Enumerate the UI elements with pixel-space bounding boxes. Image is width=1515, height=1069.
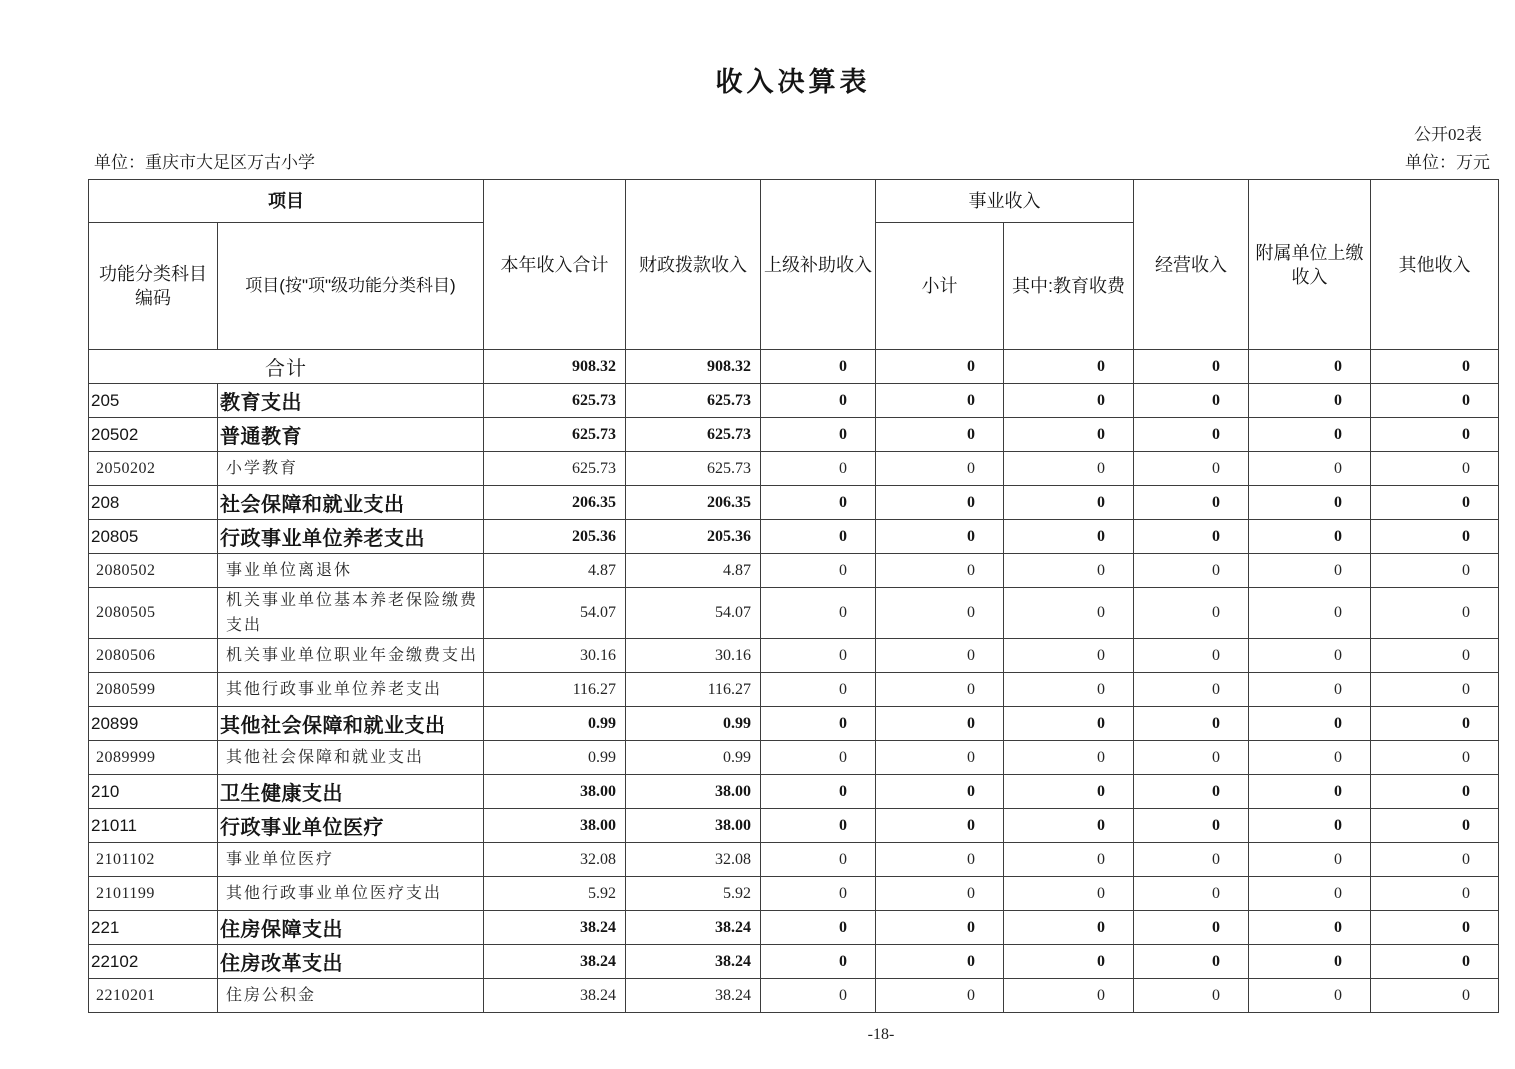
row-value: 0 <box>1004 588 1134 639</box>
row-value: 0.99 <box>484 707 626 741</box>
row-value: 0 <box>1134 775 1249 809</box>
row-value: 0 <box>876 843 1004 877</box>
row-value: 205.36 <box>626 520 761 554</box>
row-value: 0 <box>876 418 1004 452</box>
table-row <box>89 554 1499 588</box>
row-value: 0 <box>1004 520 1134 554</box>
row-value: 0 <box>1371 350 1499 384</box>
row-name: 小学教育 <box>218 452 484 486</box>
row-value: 908.32 <box>484 350 626 384</box>
row-value: 0 <box>1134 673 1249 707</box>
row-value: 0 <box>1134 588 1249 639</box>
row-value: 0 <box>1134 843 1249 877</box>
row-name: 住房改革支出 <box>218 945 484 979</box>
table-code-label: 公开02表 <box>1414 125 1482 144</box>
row-value: 0 <box>1249 486 1371 520</box>
row-code: 2089999 <box>89 741 218 775</box>
table-row <box>89 673 1499 707</box>
row-name: 其他社会保障和就业支出 <box>218 741 484 775</box>
row-name: 其他行政事业单位养老支出 <box>218 673 484 707</box>
row-value: 0 <box>876 554 1004 588</box>
row-name: 行政事业单位养老支出 <box>218 520 484 554</box>
row-value: 0 <box>761 877 876 911</box>
table-row <box>89 452 1499 486</box>
row-name: 行政事业单位医疗 <box>218 809 484 843</box>
row-value: 0 <box>1004 350 1134 384</box>
row-value: 0 <box>1249 809 1371 843</box>
row-name: 其他行政事业单位医疗支出 <box>218 877 484 911</box>
row-name: 事业单位医疗 <box>218 843 484 877</box>
row-name: 事业单位离退休 <box>218 554 484 588</box>
row-name: 普通教育 <box>218 418 484 452</box>
row-code: 2101199 <box>89 877 218 911</box>
row-value: 116.27 <box>626 673 761 707</box>
row-code: 2050202 <box>89 452 218 486</box>
table-body <box>89 350 1499 1013</box>
row-value: 0 <box>1004 979 1134 1013</box>
row-value: 38.00 <box>484 775 626 809</box>
unit-name-label: 单位：重庆市大足区万古小学 <box>94 153 315 172</box>
row-value: 0 <box>1134 418 1249 452</box>
row-value: 0 <box>1371 877 1499 911</box>
row-value: 625.73 <box>484 418 626 452</box>
header-item-name: 项目(按"项"级功能分类科目) <box>218 223 484 350</box>
row-value: 0 <box>761 707 876 741</box>
table-row <box>89 843 1499 877</box>
row-value: 38.24 <box>626 911 761 945</box>
row-value: 38.00 <box>484 809 626 843</box>
row-value: 0 <box>1371 911 1499 945</box>
row-value: 0 <box>761 554 876 588</box>
row-value: 0 <box>876 945 1004 979</box>
row-name: 住房保障支出 <box>218 911 484 945</box>
row-value: 0 <box>1134 877 1249 911</box>
row-value: 30.16 <box>484 639 626 673</box>
table-row <box>89 418 1499 452</box>
row-value: 0 <box>1134 741 1249 775</box>
row-value: 54.07 <box>626 588 761 639</box>
row-value: 0 <box>1004 418 1134 452</box>
row-value: 0 <box>1134 486 1249 520</box>
row-value: 0 <box>1134 452 1249 486</box>
row-value: 0 <box>1249 673 1371 707</box>
row-name: 社会保障和就业支出 <box>218 486 484 520</box>
row-value: 0 <box>761 673 876 707</box>
row-value: 0 <box>1134 350 1249 384</box>
row-value: 625.73 <box>626 384 761 418</box>
row-value: 0 <box>1249 588 1371 639</box>
row-value: 0 <box>1134 554 1249 588</box>
row-value: 908.32 <box>626 350 761 384</box>
row-code: 21011 <box>89 809 218 843</box>
row-value: 0 <box>1134 707 1249 741</box>
row-value: 0 <box>876 775 1004 809</box>
row-value: 4.87 <box>484 554 626 588</box>
row-value: 0 <box>761 350 876 384</box>
table-row <box>89 809 1499 843</box>
table-row <box>89 639 1499 673</box>
row-value: 206.35 <box>626 486 761 520</box>
row-value: 5.92 <box>484 877 626 911</box>
row-value: 30.16 <box>626 639 761 673</box>
row-value: 0.99 <box>626 741 761 775</box>
row-value: 0 <box>1004 673 1134 707</box>
page-number: -18- <box>867 1026 895 1043</box>
row-name: 卫生健康支出 <box>218 775 484 809</box>
row-code: 20502 <box>89 418 218 452</box>
row-value: 0 <box>761 945 876 979</box>
table-row <box>89 911 1499 945</box>
row-value: 0 <box>1371 452 1499 486</box>
row-value: 32.08 <box>626 843 761 877</box>
row-value: 116.27 <box>484 673 626 707</box>
row-name: 教育支出 <box>218 384 484 418</box>
row-value: 0 <box>1371 979 1499 1013</box>
row-code: 22102 <box>89 945 218 979</box>
row-value: 0 <box>1371 775 1499 809</box>
row-value: 0 <box>1134 639 1249 673</box>
row-value: 0 <box>1004 945 1134 979</box>
row-value: 0 <box>1371 741 1499 775</box>
row-value: 0 <box>761 809 876 843</box>
unit-line <box>88 148 1498 173</box>
row-value: 0 <box>1134 809 1249 843</box>
row-code: 2101102 <box>89 843 218 877</box>
header-affiliated-income: 附属单位上缴收入 <box>1249 180 1371 350</box>
header-subtotal: 小计 <box>876 223 1004 350</box>
row-value: 0 <box>876 486 1004 520</box>
row-value: 0.99 <box>484 741 626 775</box>
row-value: 205.36 <box>484 520 626 554</box>
income-table <box>88 179 1499 1013</box>
table-row <box>89 945 1499 979</box>
header-operating-income: 经营收入 <box>1134 180 1249 350</box>
row-value: 0 <box>876 520 1004 554</box>
row-value: 0 <box>1249 418 1371 452</box>
row-value: 0 <box>1004 384 1134 418</box>
table-row <box>89 775 1499 809</box>
header-superior-subsidy: 上级补助收入 <box>761 180 876 350</box>
row-value: 0 <box>1249 911 1371 945</box>
table-row <box>89 486 1499 520</box>
row-code: 2080506 <box>89 639 218 673</box>
page-content <box>88 0 1498 1043</box>
row-value: 0 <box>876 911 1004 945</box>
row-value: 625.73 <box>626 452 761 486</box>
row-value: 0 <box>876 588 1004 639</box>
row-value: 38.00 <box>626 775 761 809</box>
row-value: 0 <box>761 979 876 1013</box>
row-value: 38.24 <box>626 979 761 1013</box>
row-value: 625.73 <box>484 452 626 486</box>
row-name: 其他社会保障和就业支出 <box>218 707 484 741</box>
row-value: 0 <box>1371 384 1499 418</box>
row-value: 0 <box>876 741 1004 775</box>
row-value: 0 <box>1134 945 1249 979</box>
row-value: 38.24 <box>484 979 626 1013</box>
row-code: 221 <box>89 911 218 945</box>
row-value: 0 <box>1004 707 1134 741</box>
table-row <box>89 384 1499 418</box>
row-value: 38.24 <box>484 911 626 945</box>
header-total-income: 本年收入合计 <box>484 180 626 350</box>
row-value: 0 <box>1004 877 1134 911</box>
row-value: 0 <box>876 979 1004 1013</box>
row-value: 0 <box>876 809 1004 843</box>
row-value: 0 <box>1249 979 1371 1013</box>
header-project-group: 项目 <box>89 180 484 223</box>
row-value: 38.24 <box>626 945 761 979</box>
row-value: 32.08 <box>484 843 626 877</box>
table-header <box>89 180 1499 350</box>
row-value: 0 <box>1371 588 1499 639</box>
row-value: 5.92 <box>626 877 761 911</box>
row-value: 206.35 <box>484 486 626 520</box>
row-value: 54.07 <box>484 588 626 639</box>
header-business-income-group: 事业收入 <box>876 180 1134 223</box>
row-value: 0 <box>1004 486 1134 520</box>
row-value: 4.87 <box>626 554 761 588</box>
row-value: 0 <box>876 384 1004 418</box>
row-value: 0 <box>1371 486 1499 520</box>
row-value: 0 <box>1371 843 1499 877</box>
row-value: 0 <box>761 384 876 418</box>
row-code: 2080599 <box>89 673 218 707</box>
row-value: 0 <box>761 452 876 486</box>
row-name: 机关事业单位基本养老保险缴费支出 <box>218 588 484 639</box>
row-value: 0 <box>1004 911 1134 945</box>
header-function-code: 功能分类科目编码 <box>89 223 218 350</box>
row-value: 0 <box>1371 673 1499 707</box>
row-value: 0 <box>1371 418 1499 452</box>
table-row <box>89 350 1499 384</box>
row-value: 0 <box>1249 945 1371 979</box>
row-total-label: 合计 <box>89 350 484 384</box>
row-value: 0 <box>1249 452 1371 486</box>
row-value: 0 <box>761 418 876 452</box>
row-name: 机关事业单位职业年金缴费支出 <box>218 639 484 673</box>
row-value: 0 <box>1371 945 1499 979</box>
row-value: 0 <box>1249 639 1371 673</box>
header-education-fee: 其中:教育收费 <box>1004 223 1134 350</box>
row-code: 2080502 <box>89 554 218 588</box>
row-value: 0 <box>876 452 1004 486</box>
row-value: 0 <box>1134 384 1249 418</box>
row-value: 0 <box>1134 979 1249 1013</box>
row-value: 0 <box>1249 520 1371 554</box>
row-value: 0 <box>1004 452 1134 486</box>
header-fiscal-appropriation: 财政拨款收入 <box>626 180 761 350</box>
row-name: 住房公积金 <box>218 979 484 1013</box>
row-value: 0 <box>761 520 876 554</box>
row-value: 0 <box>1004 554 1134 588</box>
row-value: 38.00 <box>626 809 761 843</box>
row-code: 20899 <box>89 707 218 741</box>
row-value: 0 <box>876 707 1004 741</box>
table-row <box>89 877 1499 911</box>
row-value: 0.99 <box>626 707 761 741</box>
row-value: 625.73 <box>484 384 626 418</box>
table-row <box>89 707 1499 741</box>
row-code: 20805 <box>89 520 218 554</box>
row-value: 0 <box>1004 843 1134 877</box>
row-value: 0 <box>876 639 1004 673</box>
header-other-income: 其他收入 <box>1371 180 1499 350</box>
row-value: 0 <box>1004 639 1134 673</box>
row-value: 0 <box>1371 520 1499 554</box>
row-value: 0 <box>1004 809 1134 843</box>
row-value: 0 <box>761 911 876 945</box>
row-value: 0 <box>1249 877 1371 911</box>
row-value: 625.73 <box>626 418 761 452</box>
table-row <box>89 979 1499 1013</box>
row-code: 210 <box>89 775 218 809</box>
row-code: 208 <box>89 486 218 520</box>
row-value: 0 <box>1134 520 1249 554</box>
row-value: 0 <box>1134 911 1249 945</box>
table-row <box>89 520 1499 554</box>
row-value: 0 <box>1249 741 1371 775</box>
currency-unit-label: 单位：万元 <box>1405 153 1490 172</box>
row-value: 0 <box>1004 775 1134 809</box>
row-value: 0 <box>1249 707 1371 741</box>
row-value: 0 <box>761 486 876 520</box>
row-value: 0 <box>876 877 1004 911</box>
row-value: 0 <box>1371 707 1499 741</box>
row-value: 0 <box>1371 639 1499 673</box>
row-value: 0 <box>1371 809 1499 843</box>
row-value: 0 <box>1249 843 1371 877</box>
row-code: 2080505 <box>89 588 218 639</box>
row-value: 0 <box>876 350 1004 384</box>
row-value: 0 <box>1371 554 1499 588</box>
row-value: 0 <box>761 639 876 673</box>
row-value: 0 <box>761 741 876 775</box>
row-code: 2210201 <box>89 979 218 1013</box>
row-value: 0 <box>761 588 876 639</box>
page-title: 收入决算表 <box>715 67 871 97</box>
table-row <box>89 741 1499 775</box>
table-row <box>89 588 1499 639</box>
row-value: 0 <box>761 775 876 809</box>
row-value: 0 <box>1249 554 1371 588</box>
row-value: 0 <box>1249 384 1371 418</box>
row-value: 38.24 <box>484 945 626 979</box>
row-code: 205 <box>89 384 218 418</box>
row-value: 0 <box>761 843 876 877</box>
row-value: 0 <box>876 673 1004 707</box>
row-value: 0 <box>1004 741 1134 775</box>
row-value: 0 <box>1249 350 1371 384</box>
row-value: 0 <box>1249 775 1371 809</box>
